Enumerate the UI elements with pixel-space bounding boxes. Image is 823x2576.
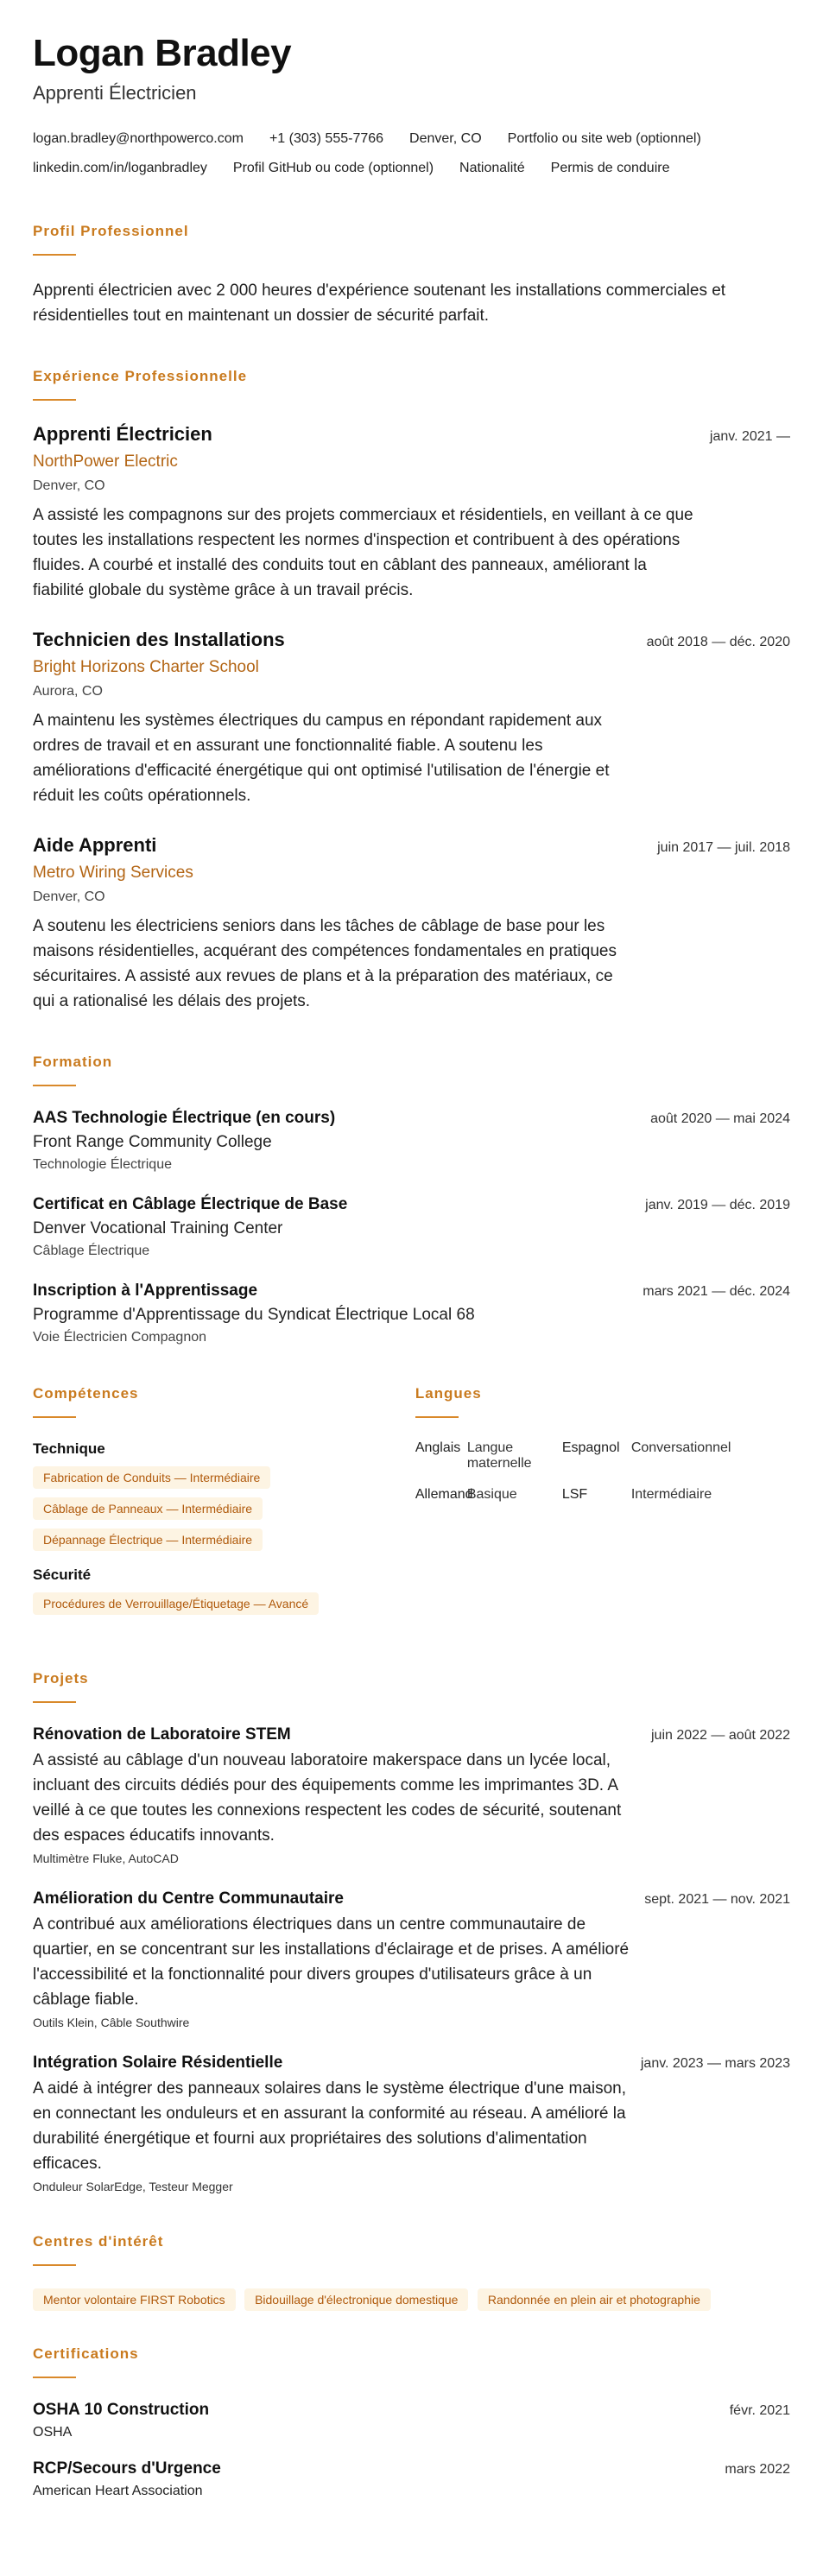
job-role: Aide Apprenti (33, 834, 157, 856)
contact-location: Denver, CO (409, 131, 482, 146)
edu-school: Programme d'Apprentissage du Syndicat Électrique Local 68 (33, 1306, 475, 1324)
skill-tag-list (33, 1466, 415, 1551)
contact-linkedin[interactable]: linkedin.com/in/loganbradley (33, 161, 207, 175)
skill-group-title: Sécurité (33, 1566, 92, 1583)
edu-degree: Certificat en Câblage Électrique de Base (33, 1195, 348, 1213)
skill-group-title: Technique (33, 1440, 105, 1457)
project-description: A contribué aux améliorations électriques dans un centre communautaire de quartier, en se concentrant sur les installations d'éclairage et de prises. A amélioré l'accessibilité et la fonctionnalité pour divers groupes d'utilisateurs grâce à un câblage fiable. (33, 1915, 630, 2009)
skill-tag-list (33, 1592, 415, 1615)
skill-tag: Fabrication de Conduits — Intermédiaire (33, 1466, 270, 1489)
education-item (33, 1109, 790, 1173)
project-date: janv. 2023 — mars 2023 (640, 2056, 790, 2071)
experience-section (33, 368, 790, 1014)
project-name: Intégration Solaire Résidentielle (33, 2054, 283, 2072)
skill-tag: Câblage de Panneaux — Intermédiaire (33, 1497, 263, 1520)
job-location: Denver, CO (33, 889, 105, 904)
section-divider (33, 1085, 76, 1086)
interest-tag: Randonnée en plein air et photographie (478, 2288, 711, 2311)
contact-github[interactable]: Profil GitHub ou code (optionnel) (232, 161, 434, 175)
education-item (33, 1282, 790, 1345)
project-tools: Outils Klein, Câble Southwire (33, 2016, 190, 2029)
skill-tag: Procédures de Verrouillage/Étiquetage — Avancé (33, 1592, 319, 1615)
section-title-interests: Centres d'intérêt (33, 2233, 164, 2250)
experience-item (33, 423, 790, 603)
language-name: LSF (561, 1487, 588, 1502)
edu-field: Technologie Électrique (33, 1157, 172, 1172)
job-role: Apprenti Électricien (33, 423, 212, 445)
project-item (33, 1889, 790, 2029)
edu-school: Front Range Community College (33, 1133, 272, 1151)
edu-field: Voie Électricien Compagnon (33, 1330, 207, 1345)
contact-phone[interactable]: +1 (303) 555-7766 (269, 131, 384, 146)
job-description: A assisté les compagnons sur des projets commerciaux et résidentiels, en veillant à ce que toutes les installations respectent les normes d'inspection et contribuent à des opérations fluides. A courbé et installé des conduits tout en câblant des panneaux, améliorant la fiabilité globale du système grâce à un travail précis. (33, 506, 693, 599)
edu-date: mars 2021 — déc. 2024 (643, 1284, 790, 1299)
contact-nationality: Nationalité (459, 161, 525, 175)
section-divider (33, 1701, 76, 1703)
project-item (33, 2054, 790, 2193)
edu-degree: Inscription à l'Apprentissage (33, 1282, 258, 1300)
skills-column (33, 1385, 415, 1630)
languages-column (415, 1385, 790, 1630)
cert-date: févr. 2021 (729, 2403, 790, 2418)
cert-issuer: American Heart Association (33, 2484, 203, 2498)
project-name: Rénovation de Laboratoire STEM (33, 1725, 291, 1744)
education-section (33, 1054, 790, 1345)
certification-item (33, 2401, 790, 2440)
edu-date: janv. 2019 — déc. 2019 (645, 1198, 790, 1212)
section-title-skills: Compétences (33, 1385, 139, 1402)
section-title-profile: Profil Professionnel (33, 223, 189, 239)
edu-field: Câblage Électrique (33, 1244, 150, 1258)
section-divider (33, 254, 76, 256)
interests-section (33, 2233, 790, 2320)
job-description: A soutenu les électriciens seniors dans les tâches de câblage de base pour les maisons résidentielles, acquérant des compétences fondamentales en pratiques sécuritaires. A assisté aux revues de plans et à la préparation des matériaux, ce qui a rationalisé les délais des projets. (33, 917, 617, 1010)
section-divider (33, 2377, 76, 2378)
language-level: Langue maternelle (466, 1440, 532, 1471)
cert-name: OSHA 10 Construction (33, 2401, 210, 2419)
job-location: Denver, CO (33, 478, 105, 493)
section-title-education: Formation (33, 1054, 113, 1070)
job-role: Technicien des Installations (33, 629, 285, 650)
skill-tag: Dépannage Électrique — Intermédiaire (33, 1529, 263, 1551)
interest-tag: Bidouillage d'électronique domestique (244, 2288, 468, 2311)
candidate-title: Apprenti Électricien (33, 82, 197, 104)
language-list (415, 1440, 790, 1503)
experience-item (33, 834, 790, 1014)
job-company: Bright Horizons Charter School (33, 658, 259, 676)
project-name: Amélioration du Centre Communautaire (33, 1889, 344, 1908)
section-title-certifications: Certifications (33, 2345, 139, 2362)
profile-summary: Apprenti électricien avec 2 000 heures d'expérience soutenant les installations commerciales et résidentielles tout en maintenant un dossier de sécurité parfait. (33, 282, 726, 325)
interest-tag: Mentor volontaire FIRST Robotics (33, 2288, 236, 2311)
project-date: sept. 2021 — nov. 2021 (644, 1892, 790, 1907)
project-tools: Multimètre Fluke, AutoCAD (33, 1851, 179, 1865)
cert-issuer: OSHA (33, 2425, 73, 2440)
edu-school: Denver Vocational Training Center (33, 1219, 283, 1237)
job-location: Aurora, CO (33, 684, 103, 699)
project-description: A assisté au câblage d'un nouveau laboratoire makerspace dans un lycée local, incluant des circuits dédiés pour des équipements comme les imprimantes 3D. A veillé à ce que toutes les connexions respectent les codes de sécurité, soutenant des espaces éducatifs innovants. (33, 1751, 622, 1845)
section-divider (415, 1416, 459, 1418)
interest-tag-list (33, 2288, 790, 2320)
section-divider (33, 399, 76, 401)
job-company: NorthPower Electric (33, 453, 178, 471)
job-date: août 2018 — déc. 2020 (646, 635, 790, 649)
language-level: Intermédiaire (630, 1487, 712, 1502)
job-date: juin 2017 — juil. 2018 (657, 840, 790, 855)
projects-section (33, 1670, 790, 2193)
profile-section (33, 223, 790, 328)
cert-name: RCP/Secours d'Urgence (33, 2459, 221, 2478)
language-name: Anglais (415, 1440, 461, 1455)
section-title-experience: Expérience Professionnelle (33, 368, 248, 384)
language-name: Espagnol (561, 1440, 620, 1455)
resume-header (33, 31, 790, 183)
job-date: janv. 2021 — (709, 429, 790, 444)
cert-date: mars 2022 (725, 2462, 790, 2477)
project-item (33, 1725, 790, 1865)
job-description: A maintenu les systèmes électriques du campus en répondant rapidement aux ordres de travail et en assurant une fonctionnalité fiable. A soutenu les améliorations d'efficacité énergétique qui ont optimisé l'utilisation de l'énergie et réduit les coûts opérationnels. (33, 712, 610, 805)
contact-portfolio[interactable]: Portfolio ou site web (optionnel) (507, 131, 701, 146)
language-name: Allemand (415, 1487, 473, 1502)
skills-languages-section (33, 1385, 790, 1630)
job-company: Metro Wiring Services (33, 864, 193, 882)
certification-item (33, 2459, 790, 2499)
edu-degree: AAS Technologie Électrique (en cours) (33, 1109, 336, 1127)
contact-email[interactable]: logan.bradley@northpowerco.com (33, 131, 244, 146)
section-divider (33, 1416, 76, 1418)
section-divider (33, 2264, 76, 2266)
education-item (33, 1195, 790, 1259)
experience-item (33, 629, 790, 808)
edu-date: août 2020 — mai 2024 (650, 1111, 790, 1126)
language-level: Conversationnel (630, 1440, 731, 1455)
certifications-section (33, 2345, 790, 2499)
project-date: juin 2022 — août 2022 (650, 1728, 790, 1743)
section-title-projects: Projets (33, 1670, 89, 1687)
contact-license: Permis de conduire (550, 161, 670, 175)
candidate-name: Logan Bradley (33, 32, 292, 74)
section-title-languages: Langues (415, 1385, 482, 1402)
project-description: A aidé à intégrer des panneaux solaires dans le système électrique d'une maison, en connectant les onduleurs et en assurant la conformité au réseau. A amélioré la durabilité énergétique et fourni aux propriétaires des solutions d'alimentation efficaces. (33, 2079, 626, 2173)
project-tools: Onduleur SolarEdge, Testeur Megger (33, 2180, 233, 2193)
contact-list (33, 124, 790, 183)
language-level: Basique (466, 1487, 517, 1502)
